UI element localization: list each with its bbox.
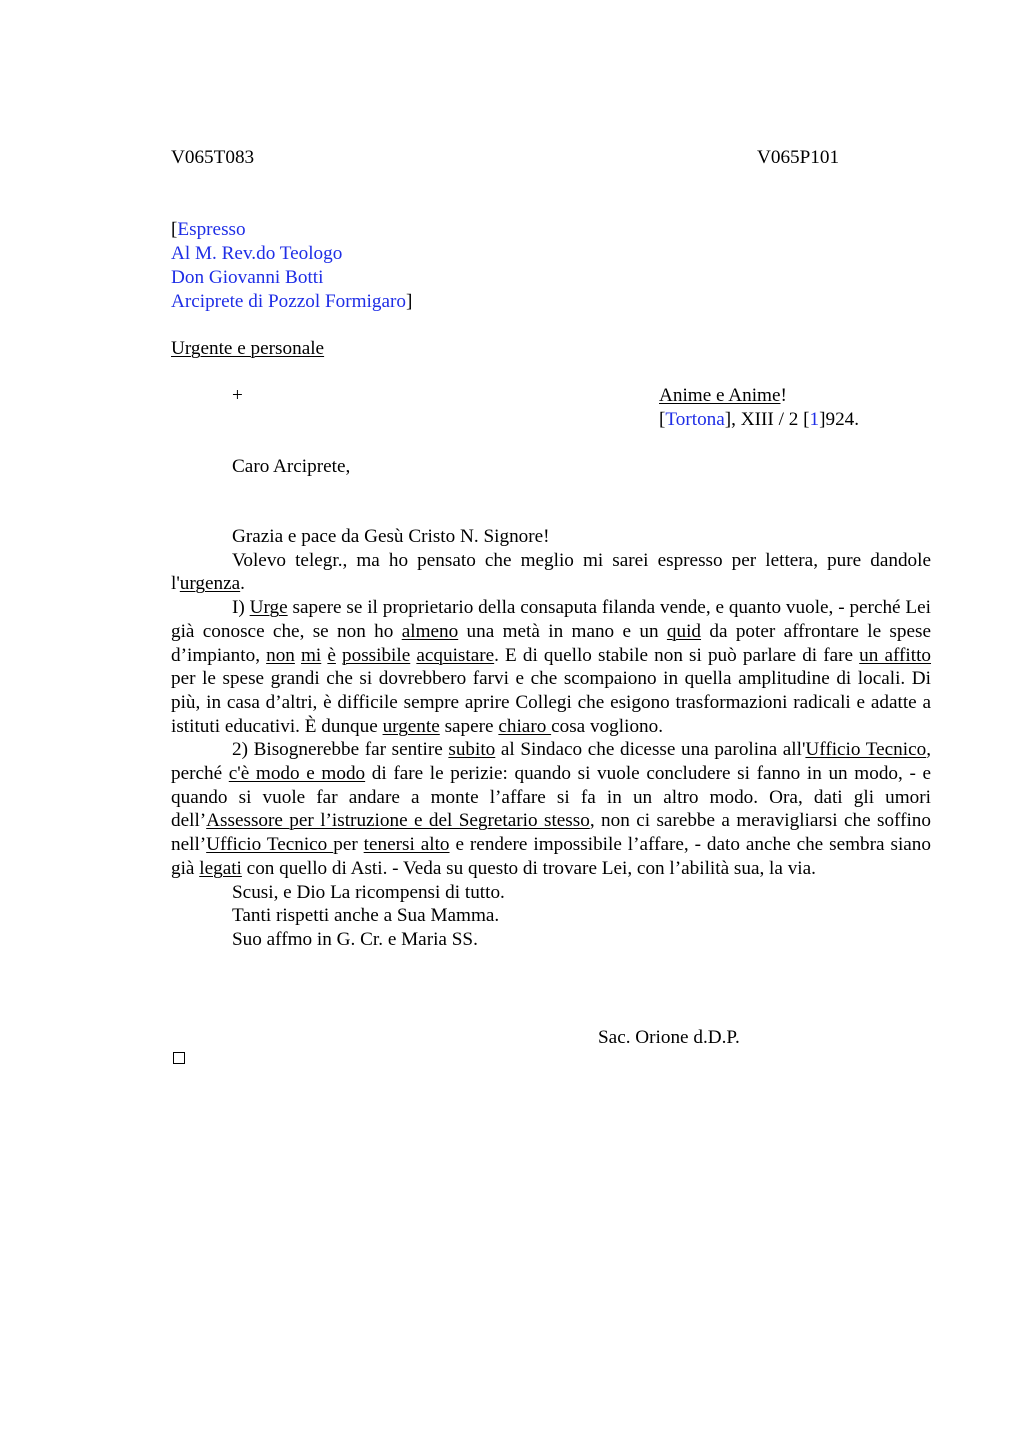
p3-underline-tenersi-alto: tenersi alto xyxy=(363,834,450,856)
address-line-1: [Espresso xyxy=(171,219,246,240)
paragraph-3 xyxy=(171,738,931,880)
square-mark-icon xyxy=(173,1052,185,1064)
p3-underline-ufficio-tecnico-2: Ufficio Tecnico xyxy=(206,834,334,856)
p2-underline-acquistare: acquistare xyxy=(416,644,495,666)
address-line-3: Don Giovanni Botti xyxy=(171,267,324,288)
urgent-note: Urgente e personale xyxy=(171,338,325,359)
motto-text: Anime e Anime xyxy=(659,385,781,406)
date-middle: ], XIII / 2 [ xyxy=(724,409,810,430)
p2-underline-mi: mi xyxy=(301,644,322,666)
paragraph-1 xyxy=(171,549,931,596)
p2-underline-chiaro: chiaro xyxy=(498,715,552,737)
p2-text-2: una metà in mano e un xyxy=(458,620,667,642)
p3-underline-ufficio-tecnico: Ufficio Tecnico xyxy=(805,739,927,761)
p1-text-1: Volevo telegr., ma ho pensato che meglio mi sarei espresso per lettera, pure dandole l' xyxy=(171,549,931,595)
p3-text-2: , perché xyxy=(171,739,931,785)
p2-underline-almeno: almeno xyxy=(401,620,459,642)
p3-number: 2) Bisognerebbe far sentire xyxy=(232,739,449,761)
address-arciprete: Arciprete di Pozzol Formigaro xyxy=(171,291,406,312)
p2-underline-non: non xyxy=(266,644,295,666)
address-line-4: Arciprete di Pozzol Formigaro] xyxy=(171,291,413,312)
closing-line-2: Tanti rispetti anche a Sua Mamma. xyxy=(232,905,500,927)
document-code-right: V065P101 xyxy=(757,147,840,168)
p2-text-6: sapere xyxy=(439,715,499,737)
p2-text-1: sapere se il proprietario della consaputa filanda vende, e quanto vuole, - perché Lei già conosce che, se non ho xyxy=(171,597,931,642)
p3-underline-subito: subito xyxy=(448,739,496,761)
p3-underline-modo: c'è modo e modo xyxy=(228,763,366,785)
p2-underline-urgente: urgente xyxy=(382,715,440,737)
motto: Anime e Anime! xyxy=(659,385,787,406)
p3-text-4: , non ci sarebbe a meravigliarsi che soffino nell’ xyxy=(171,810,931,856)
date-digit: 1 xyxy=(809,409,820,430)
salutation: Caro Arciprete, xyxy=(232,456,351,477)
p2-text-7: cosa vogliono. xyxy=(551,715,664,737)
closing-line-3: Suo affmo in G. Cr. e Maria SS. xyxy=(232,928,478,950)
p3-text-6: e rendere impossibile l’affare, - dato anche che sembra siano già xyxy=(171,834,931,879)
p2-text-3: da poter affrontare le spese d’impianto, xyxy=(171,620,931,666)
p3-text-1: al Sindaco che dicesse una parolina all' xyxy=(495,739,806,761)
p3-text-5: per xyxy=(333,834,364,856)
p2-underline-urge: Urge xyxy=(249,597,288,619)
p2-underline-possibile: possibile xyxy=(342,644,411,666)
letter-body xyxy=(171,525,931,952)
greeting: Grazia e pace da Gesù Cristo N. Signore! xyxy=(232,526,550,547)
date-place: Tortona xyxy=(665,409,725,430)
p2-underline-e: è xyxy=(327,644,336,666)
signature: Sac. Orione d.D.P. xyxy=(598,1027,740,1048)
closing-line-1: Scusi, e Dio La ricompensi di tutto. xyxy=(232,881,505,903)
address-espresso: Espresso xyxy=(177,219,246,240)
p3-text-3: di fare le perizie: quando si vuole concludere si fanno in un modo, - e quando si vuole far andare a monte l’affare si fa in un altro modo. Ora, dati gli umori dell’ xyxy=(171,763,931,832)
p2-underline-quid: quid xyxy=(666,620,702,642)
p2-number: I) xyxy=(232,597,250,619)
document-code-left: V065T083 xyxy=(171,147,255,168)
p3-underline-assessore: Assessore per l’istruzione e del Segretario stesso xyxy=(206,810,590,832)
p3-underline-legati: legati xyxy=(199,857,242,879)
p1-text-2: . xyxy=(240,573,245,595)
p2-underline-affitto: un affitto xyxy=(859,644,932,666)
p1-underline-urgenza: urgenza xyxy=(179,573,241,595)
p2-text-4: . E di quello stabile non si può parlare di fare xyxy=(494,644,860,666)
dateline: [Tortona], XIII / 2 [1]924. xyxy=(659,409,860,430)
p2-text-5: per le spese grandi che si dovrebbero farvi e che scompaiono in quella amplitudine di locali. Di più, in casa d’altri, è difficile sempre aprire Collegi che esigono trasformazioni radicali e adatte a istituti educativi. È dunque xyxy=(171,668,931,737)
address-line-2: Al M. Rev.do Teologo xyxy=(171,243,343,264)
cross-mark: + xyxy=(232,385,243,406)
p3-text-7: con quello di Asti. - Veda su questo di trovare Lei, con l’abilità sua, la via. xyxy=(241,857,816,879)
date-year: ]924. xyxy=(819,409,860,430)
paragraph-2 xyxy=(171,596,931,738)
